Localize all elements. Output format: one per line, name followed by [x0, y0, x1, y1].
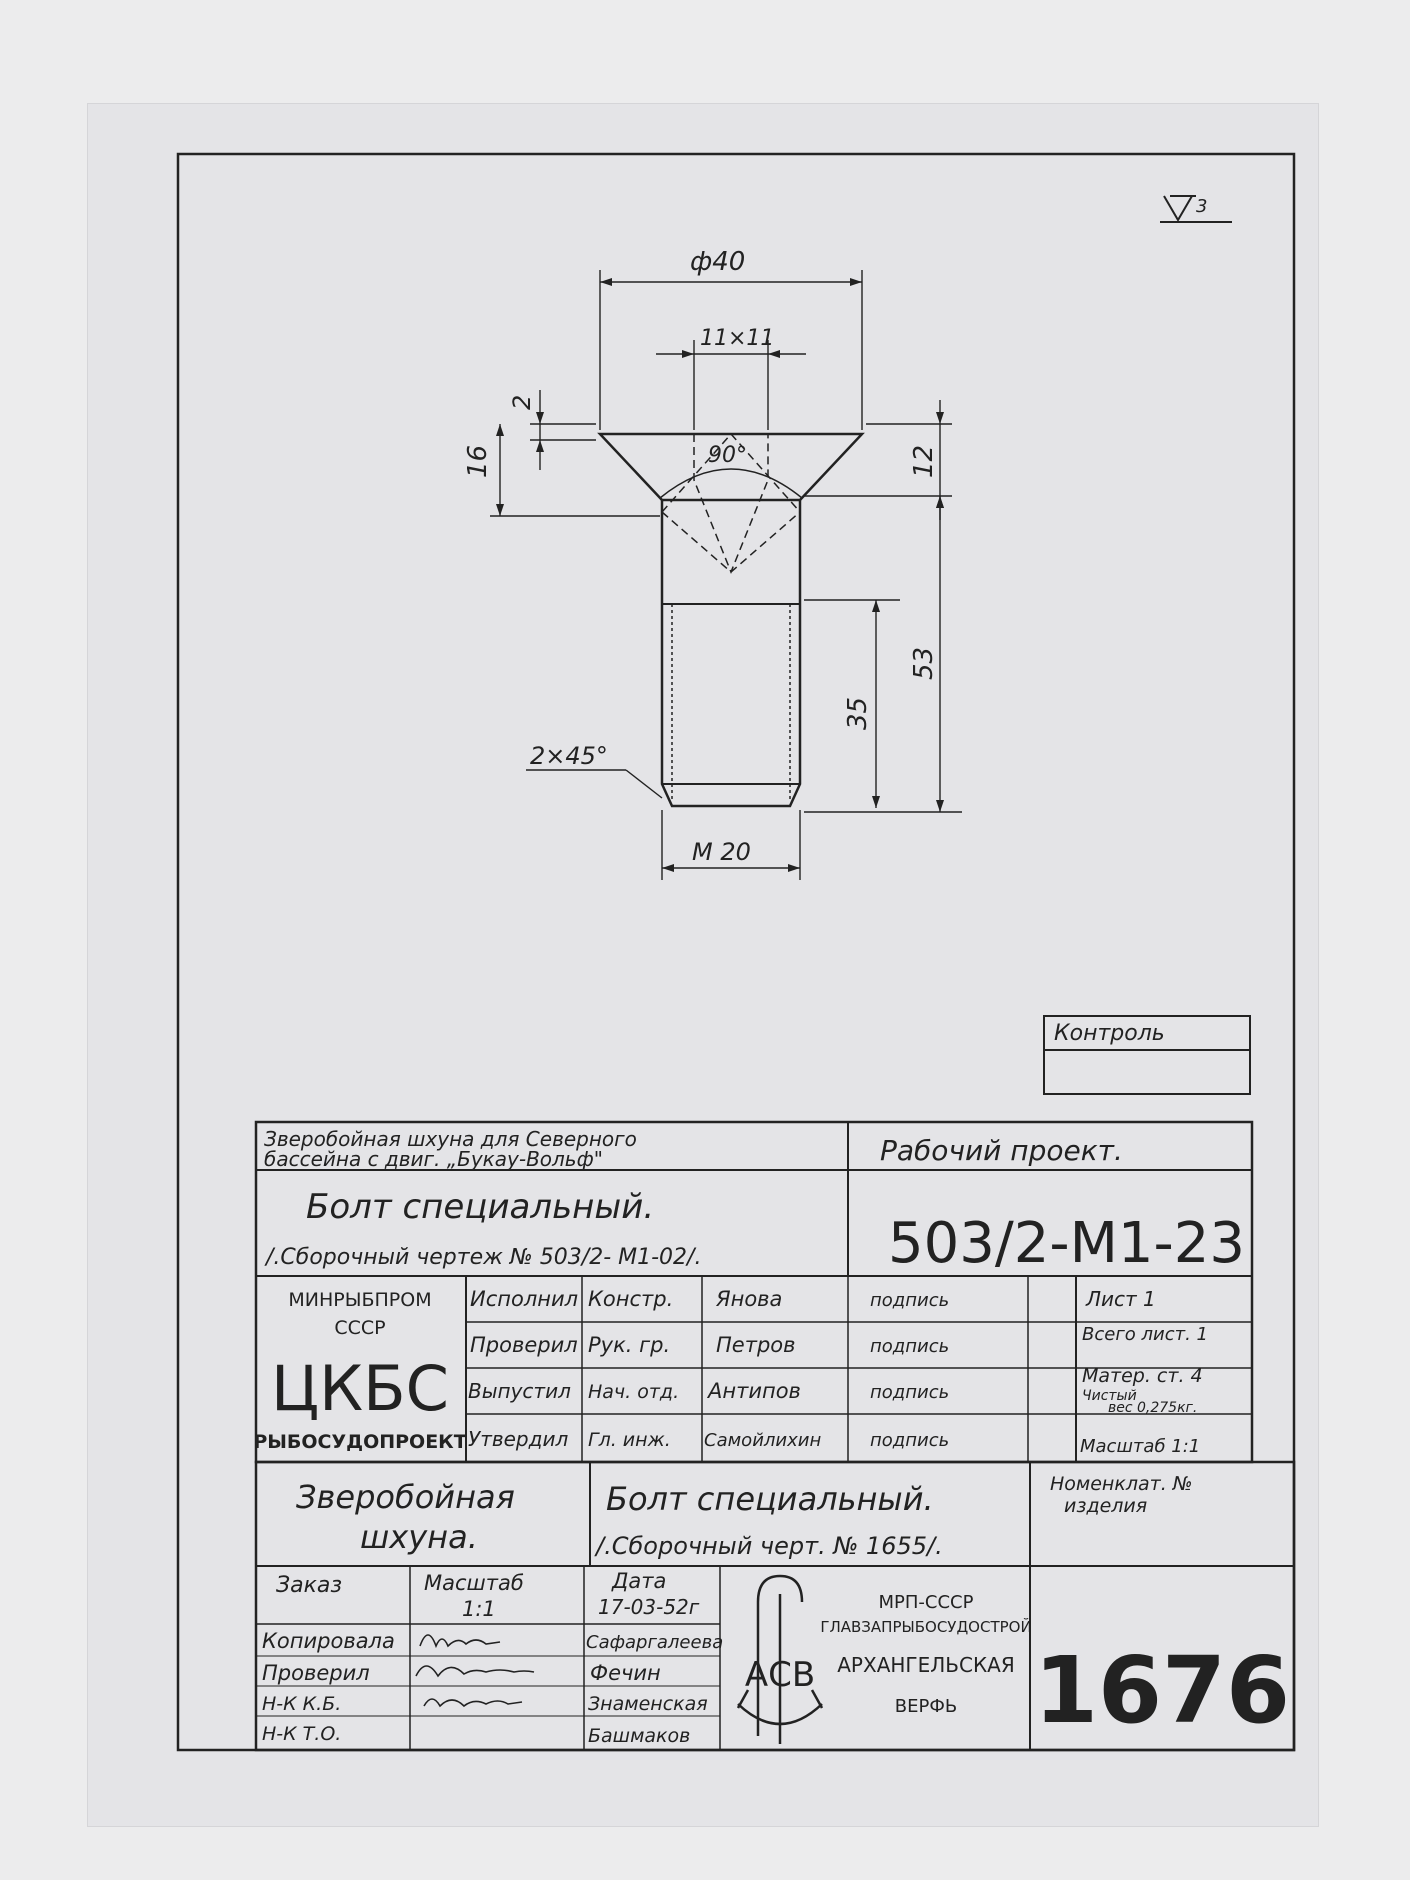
scale: Масштаб 1:1 — [1080, 1436, 1201, 1457]
role-name-2: Петров — [716, 1333, 796, 1357]
dim-angle: 90° — [708, 443, 747, 468]
dim-diameter: ф40 — [690, 247, 746, 277]
control-box — [1044, 1016, 1250, 1094]
dim-square: 11×11 — [700, 326, 775, 351]
material: Матер. ст. 4 — [1082, 1365, 1203, 1387]
role-name-4: Самойлихин — [704, 1430, 822, 1451]
role-position-1: Констр. — [588, 1287, 674, 1311]
signature-checked — [416, 1666, 534, 1676]
role-name-1: Янова — [716, 1287, 783, 1311]
title-block-text — [253, 1127, 1245, 1457]
checked-name: Фечин — [590, 1661, 661, 1685]
net-weight: вес 0,275кг. — [1108, 1400, 1198, 1416]
org-line3: РЫБОСУДОПРОЕКТ — [253, 1431, 467, 1453]
role-sign-2: подпись — [870, 1336, 950, 1357]
order-label: Заказ — [276, 1573, 343, 1598]
role-sign-4: подпись — [870, 1430, 950, 1451]
copied-label: Копировала — [262, 1629, 395, 1653]
doc-number: 503/2-М1-23 — [888, 1211, 1245, 1276]
nkto-name: Башмаков — [588, 1725, 691, 1747]
scale-label: Масштаб — [424, 1571, 524, 1595]
lower-vessel-line1: Зверобойная — [296, 1478, 515, 1516]
role-position-2: Рук. гр. — [588, 1333, 671, 1357]
role-action-2: Проверил — [470, 1333, 578, 1357]
dimension-arrows — [496, 278, 944, 872]
yard-line2: ГЛАВЗАПРЫБОСУДОСТРОЙ — [820, 1618, 1032, 1636]
role-position-3: Нач. отд. — [588, 1381, 680, 1403]
dim-2: 2 — [508, 394, 536, 410]
control-label: Контроль — [1054, 1021, 1165, 1046]
yard-line1: МРП-СССР — [878, 1592, 974, 1613]
signature-nkkb — [424, 1699, 522, 1706]
total-sheets: Всего лист. 1 — [1082, 1324, 1208, 1345]
archive-number: 1676 — [1033, 1637, 1291, 1744]
signature-copied — [420, 1635, 500, 1646]
role-action-1: Исполнил — [470, 1287, 579, 1311]
lower-block-text — [262, 1473, 1290, 1747]
nkkb-label: Н-К К.Б. — [262, 1693, 342, 1715]
net-weight-label: Чистый — [1082, 1388, 1137, 1404]
role-sign-1: подпись — [870, 1290, 950, 1311]
part-name: Болт специальный. — [306, 1187, 655, 1227]
bolt-drawing — [600, 434, 862, 806]
dim-chamfer: 2×45° — [530, 742, 608, 770]
checked-label: Проверил — [262, 1661, 370, 1685]
assembly-ref: /.Сборочный чертеж № 503/2- М1-02/. — [266, 1245, 702, 1270]
dim-thread: M 20 — [692, 838, 751, 866]
dim-53: 53 — [909, 646, 939, 680]
sheet-no: Лист 1 — [1086, 1287, 1156, 1311]
role-name-3: Антипов — [708, 1379, 801, 1403]
yard-line3: АРХАНГЕЛЬСКАЯ — [837, 1653, 1015, 1677]
dim-35: 35 — [843, 696, 873, 730]
role-action-4: Утвердил — [468, 1427, 569, 1451]
date-label: Дата — [612, 1569, 667, 1593]
stage-label: Рабочий проект. — [880, 1134, 1123, 1167]
dim-12: 12 — [909, 444, 939, 478]
dimensions — [490, 270, 962, 880]
role-position-4: Гл. инж. — [588, 1429, 671, 1451]
vessel-line1: Зверобойная шхуна для Северного — [264, 1127, 637, 1151]
copied-name: Сафаргалеева — [586, 1632, 724, 1653]
role-sign-3: подпись — [870, 1382, 950, 1403]
org-big: ЦКБС — [271, 1352, 449, 1425]
roughness-symbol — [1160, 196, 1232, 222]
roughness-value: 3 — [1196, 196, 1208, 217]
role-action-3: Выпустил — [468, 1379, 571, 1403]
nomenclature-line2: изделия — [1064, 1495, 1148, 1517]
nkto-label: Н-К Т.О. — [262, 1723, 342, 1745]
nomenclature-line1: Номенклат. № — [1050, 1473, 1193, 1495]
dim-16: 16 — [463, 444, 493, 478]
logo-letters: АСВ — [744, 1655, 816, 1695]
org-line2: СССР — [334, 1317, 386, 1339]
date-value: 17-03-52г — [598, 1595, 700, 1619]
vessel-line2: бассейна с двиг. „Букау-Вольф" — [264, 1147, 603, 1171]
org-line1: МИНРЫБПРОМ — [288, 1289, 432, 1311]
yard-line4: ВЕРФЬ — [894, 1696, 958, 1717]
lower-assembly-ref: /.Сборочный черт. № 1655/. — [596, 1532, 943, 1560]
lower-part-name: Болт специальный. — [606, 1480, 934, 1518]
scale-value: 1:1 — [462, 1597, 496, 1621]
nkkb-name: Знаменская — [588, 1693, 708, 1715]
lower-vessel-line2: шхуна. — [360, 1518, 478, 1556]
